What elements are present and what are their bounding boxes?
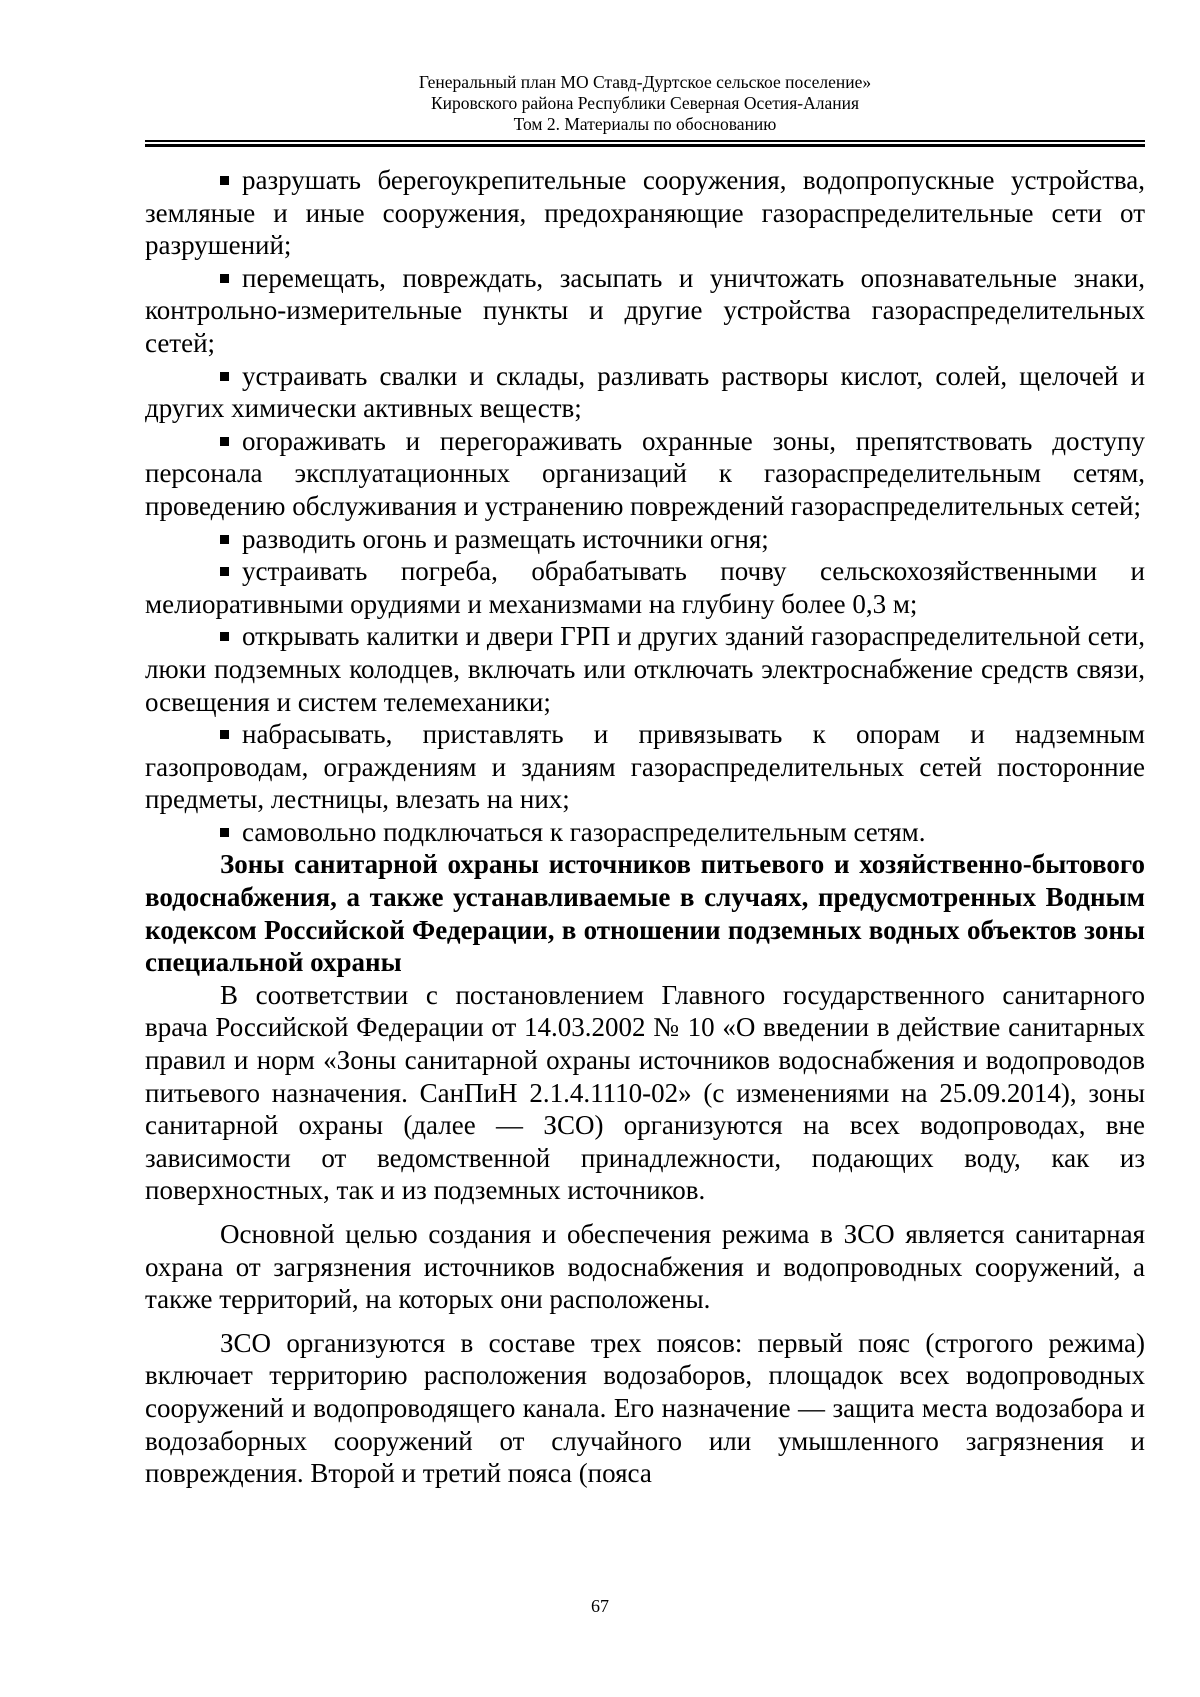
header-rule-thick [145,144,1145,147]
bullet-item: разрушать берегоукрепительные сооружения, водопропускные устройства, земляные и иные сооружения, предохраняющие газораспределительные сети от разрушений; [145,165,1145,261]
header-rule-thin [145,140,1145,142]
header-line-2: Кировского района Республики Северная Осетия-Алания [430,93,860,113]
square-bullet-icon [220,567,229,576]
bullet-item: перемещать, повреждать, засыпать и уничтожать опознавательные знаки, контрольно-измерительные пункты и другие устройства газораспределительных сетей; [145,262,1145,358]
document-body [145,164,1145,1490]
square-bullet-icon [220,535,229,544]
bullet-item: открывать калитки и двери ГРП и других зданий газораспределительной сети, люки подземных колодцев, включать или отключать электроснабжение средств связи, освещения и систем телемеханики; [145,621,1145,717]
body-paragraph: В соответствии с постановлением Главного государственного санитарного врача Российской Федерации от 14.03.2002 № 10 «О введении в действие санитарных правил и норм «Зоны санитарной охраны источников водоснабжения и водопроводов питьевого назначения. СанПиН 2.1.4.1110-02» (с изменениями на 25.09.2014), зоны санитарной охраны (далее — ЗСО) организуются на всех водопроводах, вне зависимости от ведомственной принадлежности, подающих воду, как из поверхностных, так и из подземных источников. [145,979,1145,1206]
square-bullet-icon [220,828,229,837]
page-number: 67 [591,1596,609,1616]
square-bullet-icon [220,274,229,283]
bullet-item: набрасывать, приставлять и привязывать к опорам и надземным газопроводам, ограждениям и зданиям газораспределительных сетей посторонние предметы, лестницы, влезать на них; [145,719,1145,815]
header-line-1: Генеральный план МО Ставд-Дуртское сельское поселение» [418,72,872,92]
square-bullet-icon [220,730,229,739]
bullet-item: устраивать погреба, обрабатывать почву сельскохозяйственными и мелиоративными орудиями и механизмами на глубину более 0,3 м; [145,556,1145,619]
bullet-item: устраивать свалки и склады, разливать растворы кислот, солей, щелочей и других химически активных веществ; [145,360,1145,424]
bullet-item: самовольно подключаться к газораспределительным сетям. [145,816,1145,849]
bullet-item: огораживать и перегораживать охранные зоны, препятствовать доступу персонала эксплуатационных организаций к газораспределительным сетям, проведению обслуживания и устранению повреждений газораспределительных сетей; [145,425,1145,521]
section-heading: Зоны санитарной охраны источников питьевого и хозяйственно-бытового водоснабжения, а также устанавливаемые в случаях, предусмотренных Водным кодексом Российской Федерации, в отношении подземных водных объектов зоны специальной охраны [145,849,1145,978]
header-line-3: Том 2. Материалы по обоснованию [513,114,777,134]
bullet-item: разводить огонь и размещать источники огня; [145,523,1145,556]
square-bullet-icon [220,176,229,185]
body-paragraph: ЗСО организуются в составе трех поясов: первый пояс (строгого режима) включает территорию расположения водозаборов, площадок всех водопроводных сооружений и водопроводящего канала. Его назначение — защита места водозабора и водозаборных сооружений от случайного или умышленного загрязнения и повреждения. Второй и третий пояса (пояса [145,1327,1145,1489]
square-bullet-icon [220,632,229,641]
square-bullet-icon [220,437,229,446]
page-header [145,72,1145,135]
body-paragraph: Основной целью создания и обеспечения режима в ЗСО является санитарная охрана от загрязнения источников водоснабжения и водопроводных сооружений, а также территорий, на которых они расположены. [145,1219,1145,1315]
header-rule [145,140,1145,147]
square-bullet-icon [220,372,229,381]
